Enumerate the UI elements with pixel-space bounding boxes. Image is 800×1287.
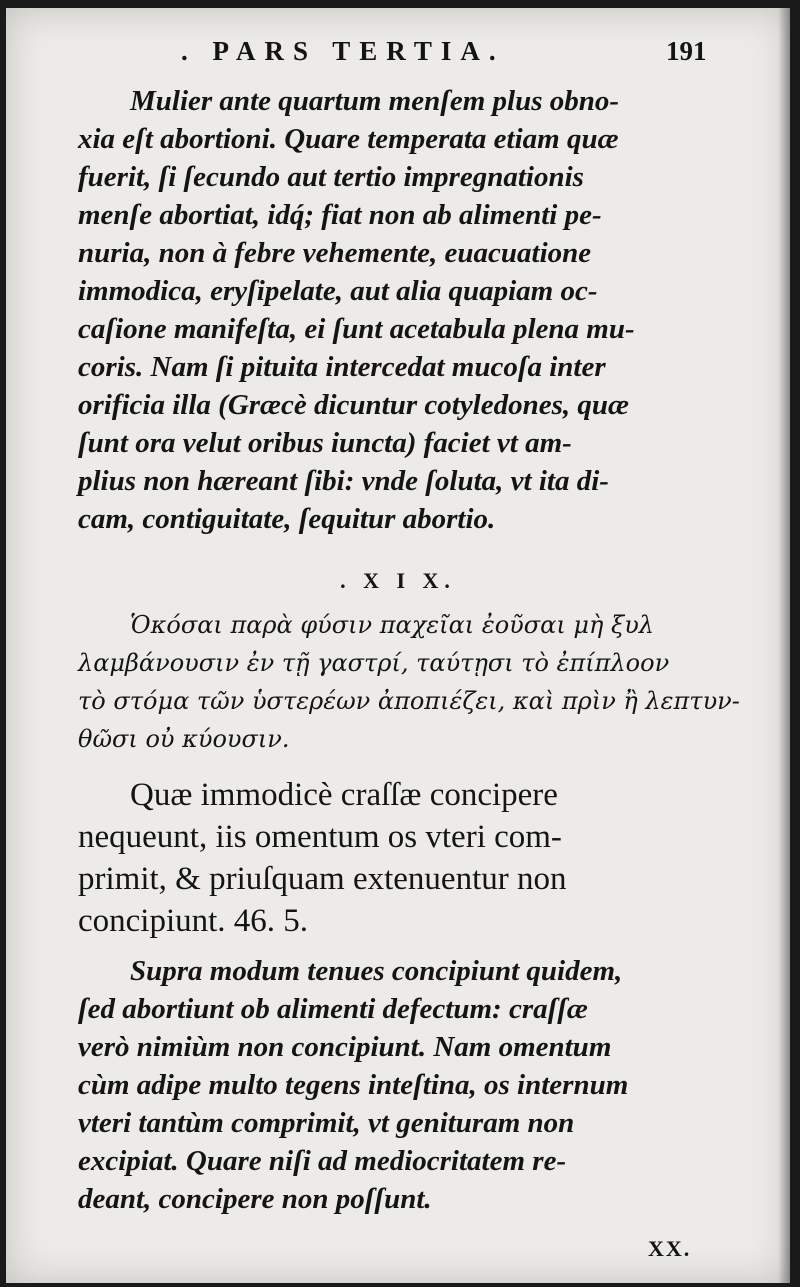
text-line: menſe abortiat, idq́; fiat non ab alimenti pe-: [78, 199, 602, 231]
text-line: ſed abortiunt ob alimenti defectum: craſſæ: [78, 993, 588, 1025]
paragraph-2: [78, 952, 718, 1218]
text-line: xia eſt abortioni. Quare temperata etiam quæ: [78, 123, 619, 155]
latin-line: primit, & priuſquam extenuentur non: [78, 861, 567, 897]
latin-line: nequeunt, iis omentum os vteri com-: [78, 819, 562, 855]
text-line: deant, concipere non poſſunt.: [78, 1183, 432, 1215]
text-line: cùm adipe multo tegens inteſtina, os internum: [78, 1069, 629, 1101]
binding-shadow: [778, 8, 790, 1283]
text-line: orificia illa (Græcè dicuntur cotyledones, quæ: [78, 389, 629, 421]
text-line: Mulier ante quartum menſem plus obno-: [130, 85, 620, 117]
latin-line: Quæ immodicè craſſæ concipere: [130, 777, 558, 813]
paragraph-1: [78, 82, 718, 538]
text-line: cam, contiguitate, ſequitur abortio.: [78, 503, 496, 535]
section-heading: . X I X.: [340, 568, 456, 593]
running-head: [6, 36, 790, 72]
text-line: nuria, non à febre vehemente, euacuatione: [78, 237, 592, 269]
greek-line: θῶσι οὐ κύουσιν.: [78, 725, 290, 753]
latin-translation: [78, 774, 718, 942]
text-line: vteri tantùm comprimit, vt genituram non: [78, 1107, 575, 1139]
text-line: ſunt ora velut oribus iuncta) faciet vt am-: [78, 427, 572, 459]
text-line: fuerit, ſi ſecundo aut tertio impregnationis: [78, 161, 584, 193]
running-title: . PARS TERTIA.: [181, 36, 505, 66]
page-number: 191: [666, 36, 707, 66]
catchword: XX.: [648, 1236, 692, 1261]
text-line: coris. Nam ſi pituita intercedat mucoſa inter: [78, 351, 606, 383]
greek-line: Ὁκόσαι παρὰ φύσιν παχεῖαι ἐοῦσαι μὴ ξυλ: [130, 611, 655, 639]
greek-line: τὸ στόμα τῶν ὑστερέων ἀποπιέζει, καὶ πρὶν ἢ λεπτυν-: [78, 687, 740, 715]
text-line: caſione manifeſta, ei ſunt acetabula plena mu-: [78, 313, 635, 345]
text-line: excipiat. Quare niſi ad mediocritatem re-: [78, 1145, 567, 1177]
book-page: [6, 8, 790, 1283]
text-line: Supra modum tenues concipiunt quidem,: [130, 955, 623, 987]
latin-line: concipiunt. 46. 5.: [78, 903, 309, 939]
text-line: plius non hæreant ſibi: vnde ſoluta, vt ita di-: [78, 465, 609, 497]
text-line: immodica, eryſipelate, aut alia quapiam oc-: [78, 275, 598, 307]
greek-line: λαμβάνουσιν ἐν τῇ γαστρί, ταύτῃσι τὸ ἐπίπλοον: [78, 649, 670, 677]
greek-aphorism: [78, 606, 740, 758]
text-line: verò nimiùm non concipiunt. Nam omentum: [78, 1031, 612, 1063]
